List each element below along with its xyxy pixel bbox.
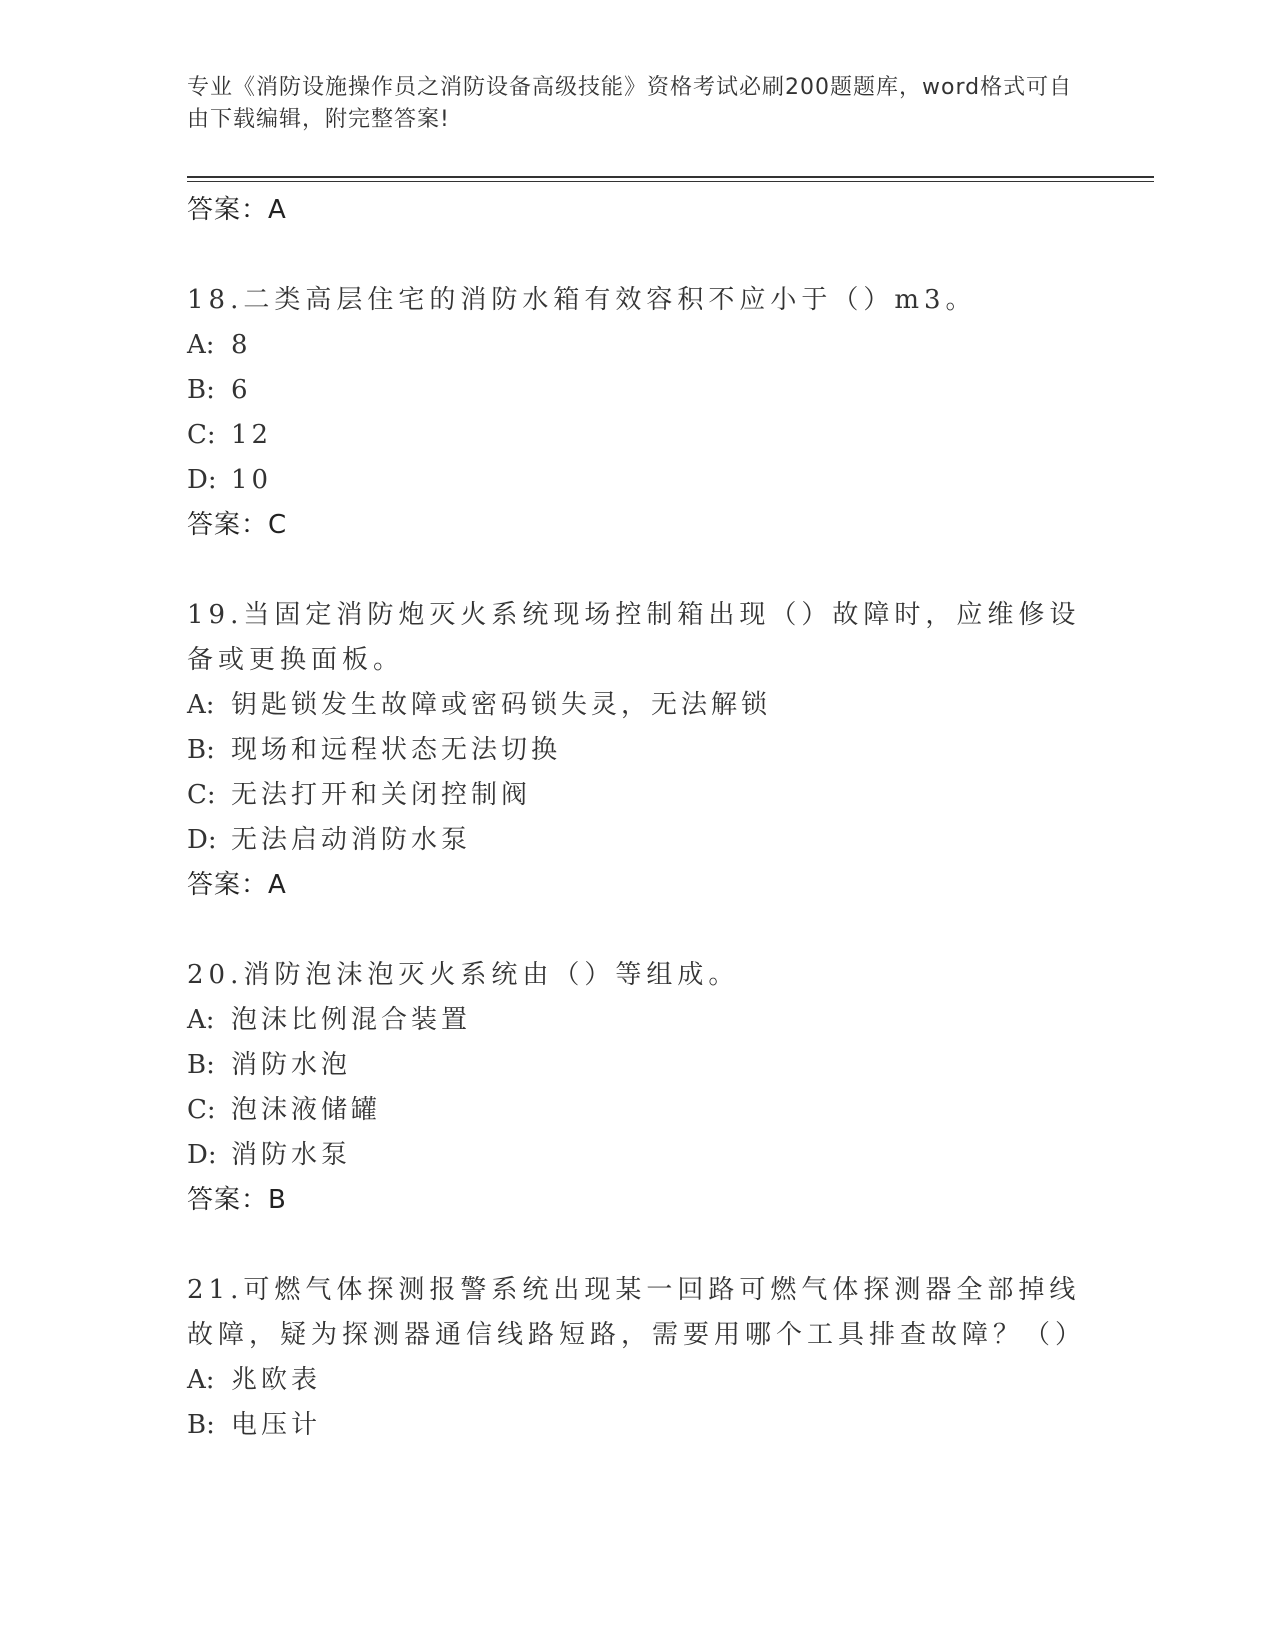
header-divider — [187, 176, 1154, 178]
option-d — [187, 818, 1087, 863]
option-a — [187, 1358, 1087, 1403]
option-key: D: — [187, 825, 217, 855]
option-text: 6 — [231, 375, 252, 405]
option-key: C: — [187, 1095, 216, 1125]
option-key: D: — [187, 1140, 217, 1170]
question-21 — [187, 1268, 1087, 1448]
option-key: B: — [187, 1050, 215, 1080]
option-c — [187, 1088, 1087, 1133]
option-key: C: — [187, 420, 216, 450]
option-key: C: — [187, 780, 216, 810]
option-c — [187, 413, 1087, 458]
option-text: 8 — [231, 330, 252, 360]
option-text: 无法启动消防水泵 — [231, 825, 472, 855]
option-key: A: — [187, 690, 215, 720]
option-text: 12 — [231, 420, 273, 450]
option-text: 钥匙锁发生故障或密码锁失灵，无法解锁 — [231, 690, 772, 720]
option-b — [187, 1043, 1087, 1088]
question-stem: 21.可燃气体探测报警系统出现某一回路可燃气体探测器全部掉线故障，疑为探测器通信线路短路，需要用哪个工具排查故障？（） — [187, 1275, 1087, 1350]
option-text: 10 — [231, 465, 273, 495]
option-text: 电压计 — [231, 1410, 322, 1440]
answer-line: 答案：A — [187, 870, 287, 900]
option-key: A: — [187, 1365, 215, 1395]
option-b — [187, 1403, 1087, 1448]
option-key: B: — [187, 375, 215, 405]
option-text: 兆欧表 — [231, 1365, 322, 1395]
question-stem: 18.二类高层住宅的消防水箱有效容积不应小于（）m3。 — [187, 285, 977, 315]
option-c — [187, 773, 1087, 818]
option-b — [187, 728, 1087, 773]
option-key: D: — [187, 465, 217, 495]
option-text: 泡沫比例混合装置 — [231, 1005, 472, 1035]
document-header: 专业《消防设施操作员之消防设备高级技能》资格考试必刷200题题库，word格式可自由下载编辑，附完整答案! — [187, 75, 1073, 132]
question-stem: 19.当固定消防炮灭火系统现场控制箱出现（）故障时，应维修设备或更换面板。 — [187, 600, 1081, 675]
option-text: 无法打开和关闭控制阀 — [231, 780, 532, 810]
option-text: 消防水泡 — [231, 1050, 352, 1080]
option-b — [187, 368, 1087, 413]
answer-line: 答案：C — [187, 510, 288, 540]
answer-line: 答案：B — [187, 1185, 287, 1215]
question-19 — [187, 593, 1087, 908]
question-20 — [187, 953, 1087, 1223]
question-stem: 20.消防泡沫泡灭火系统由（）等组成。 — [187, 960, 740, 990]
option-text: 现场和远程状态无法切换 — [231, 735, 562, 765]
option-d — [187, 458, 1087, 503]
option-text: 消防水泵 — [231, 1140, 352, 1170]
option-a — [187, 683, 1087, 728]
question-18 — [187, 278, 1087, 548]
option-a — [187, 998, 1087, 1043]
option-a — [187, 323, 1087, 368]
option-key: A: — [187, 1005, 215, 1035]
option-key: B: — [187, 1410, 215, 1440]
option-key: B: — [187, 735, 215, 765]
option-d — [187, 1133, 1087, 1178]
answer-line: 答案：A — [187, 195, 287, 225]
header-divider-thin — [187, 181, 1154, 182]
option-key: A: — [187, 330, 215, 360]
option-text: 泡沫液储罐 — [231, 1095, 382, 1125]
question-list — [187, 188, 1087, 1448]
